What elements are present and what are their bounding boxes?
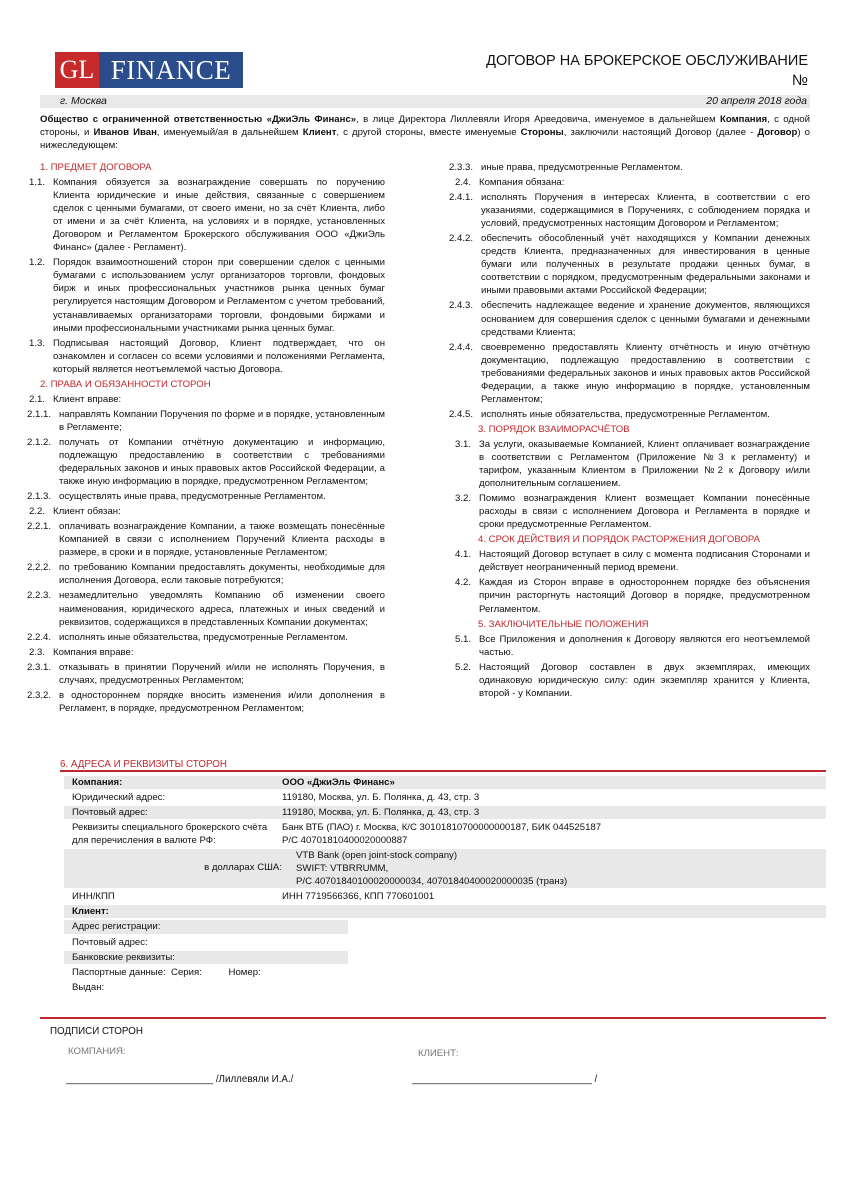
logo-monogram: GL bbox=[55, 52, 99, 88]
clause-number: 4.2. bbox=[454, 577, 471, 589]
clause-number: 3.1. bbox=[454, 438, 471, 450]
requisites-key: Почтовый адрес: bbox=[72, 807, 148, 819]
clause-text: Все Приложения и дополнения к Договору являются его неотъемлемой частью. bbox=[479, 633, 810, 658]
preamble-text: , именуемый/ая в дальнейшем bbox=[156, 127, 303, 139]
signature-company-line: ___________________________ /Лиллевяли И.А./ bbox=[66, 1074, 294, 1085]
clause-item bbox=[18, 436, 385, 488]
requisites-key: Адрес регистрации: bbox=[72, 921, 161, 933]
clause-text: исполнять иные обязательства, предусмотренные Регламентом. bbox=[481, 408, 770, 420]
clause-text: своевременно предоставлять Клиенту отчётность и иную отчётную документацию, подлежащую предоставлению в соответствии с требованиями федеральных законов и иных правовых актов Российской Федерации, а также иную информацию в порядке, установленным Регламентом; bbox=[481, 341, 810, 405]
clause-item bbox=[18, 505, 385, 518]
passport-series-label: Серия: bbox=[171, 966, 202, 978]
requisites-row bbox=[64, 905, 826, 918]
requisites-value: ООО «ДжиЭль Финанс» bbox=[282, 777, 395, 788]
signature-company-label: КОМПАНИЯ: bbox=[68, 1046, 126, 1057]
clause-number: 2.4.2. bbox=[448, 233, 473, 245]
requisites-row bbox=[64, 890, 826, 903]
clause-number: 2.4.5. bbox=[448, 408, 473, 420]
title-number: № bbox=[791, 71, 808, 89]
clause-text: Клиент обязан: bbox=[53, 506, 121, 518]
clause-number: 2.2.1. bbox=[26, 521, 51, 533]
clause-item bbox=[438, 438, 810, 490]
section-heading: 1. ПРЕДМЕТ ДОГОВОРА bbox=[40, 162, 152, 173]
requisites-key-line: в долларах США: bbox=[204, 862, 282, 874]
clause-item bbox=[438, 191, 810, 230]
clause-number: 2.3.2. bbox=[26, 689, 51, 701]
clause-number: 2.2.2. bbox=[26, 562, 51, 574]
requisites-row bbox=[64, 966, 826, 979]
clause-item bbox=[18, 589, 385, 628]
requisites-key bbox=[64, 821, 282, 847]
signatures-title: ПОДПИСИ СТОРОН bbox=[50, 1026, 143, 1037]
signature-client-line: _________________________________ / bbox=[412, 1074, 598, 1085]
preamble bbox=[40, 113, 810, 152]
clause-number: 1.1. bbox=[28, 177, 45, 189]
requisites-value-line: Банк ВТБ (ПАО) г. Москва, К/С 30101810700000000187, БИК 044525187 bbox=[282, 822, 602, 834]
clause-text: исполнять Поручения в интересах Клиента, в соответствии с его указаниями, содержащимися в Поручениях, с соблюдением порядка и условий, предусмотренных настоящим Договором и Регламентом; bbox=[481, 192, 810, 230]
clause-item bbox=[438, 232, 810, 297]
preamble-bold: Стороны bbox=[520, 127, 564, 139]
clause-item bbox=[438, 576, 810, 615]
clause-text: исполнять иные обязательства, предусмотренные Регламентом. bbox=[59, 631, 348, 643]
clause-number: 1.3. bbox=[28, 337, 45, 349]
clause-text: осуществлять иные права, предусмотренные Регламентом. bbox=[59, 491, 326, 503]
preamble-bold: Клиент bbox=[302, 127, 337, 139]
clause-number: 2.4. bbox=[454, 177, 471, 189]
clause-text: направлять Компании Поручения по форме и в порядке, установленным в Регламенте; bbox=[59, 408, 385, 433]
clause-text: оплачивать вознаграждение Компании, а также возмещать понесённые Компанией в связи с исполнением Поручений Клиента расходы в размере, в сроки и в порядке, установленные Регламентом; bbox=[59, 521, 385, 559]
clause-text: Клиент вправе: bbox=[53, 393, 122, 405]
clause-number: 2.3.3. bbox=[448, 162, 473, 173]
clause-item bbox=[438, 408, 810, 421]
clause-item bbox=[438, 161, 810, 174]
clause-number: 2.2. bbox=[28, 506, 45, 518]
left-column bbox=[18, 161, 385, 717]
clause-item bbox=[18, 490, 385, 503]
clause-number: 5.1. bbox=[454, 633, 471, 645]
clause-item bbox=[18, 661, 385, 687]
clause-text: иные права, предусмотренные Регламентом. bbox=[481, 162, 683, 173]
requisites-row bbox=[64, 981, 826, 994]
clause-text: За услуги, оказываемые Компанией, Клиент оплачивает вознаграждение в соответствии с Регламентом (Приложение №3 к регламенту) и тарифом, указанным Клиентом в Приложении №2 к Договору и/или дополнительным соглашением. bbox=[479, 438, 810, 490]
clause-text: отказывать в принятии Поручений и/или не исполнять Поручения, в случаях, предусмотренных Регламентом; bbox=[59, 661, 385, 686]
clause-text: обеспечить надлежащее ведение и хранение документов, являющихся основанием для совершения сделок с ценными бумагами и денежными средствами Клиента; bbox=[481, 300, 810, 338]
clause-number: 2.3.1. bbox=[26, 661, 51, 673]
clause-number: 3.2. bbox=[454, 493, 471, 505]
preamble-bold: Компания bbox=[719, 114, 768, 125]
right-column bbox=[438, 161, 810, 702]
clause-item bbox=[18, 176, 385, 254]
clause-text: Порядок взаимоотношений сторон при совершении сделок с ценными бумагами с использованием услуг организаторов торговли, фондовых бирж и иных профессиональных участников рынка ценных бумаг регулируется настоящим Договором и Регламентом с учетом требований, устанавливаемых организаторами торговли, фондовыми биржами и иными профессиональными участниками рынка ценных бумаг. bbox=[53, 257, 385, 334]
clause-item bbox=[18, 337, 385, 376]
requisites-key: ИНН/КПП bbox=[72, 891, 115, 903]
clause-item bbox=[18, 646, 385, 659]
passport-label: Паспортные данные: bbox=[72, 966, 166, 978]
clause-item bbox=[18, 520, 385, 559]
requisites-row bbox=[64, 920, 348, 933]
clause-number: 2.4.4. bbox=[448, 341, 473, 353]
clause-item bbox=[18, 256, 385, 334]
requisites-row bbox=[64, 951, 348, 964]
section-heading: 2. ПРАВА И ОБЯЗАННОСТИ СТОРОН bbox=[40, 378, 211, 390]
clause-text: в одностороннем порядке вносить изменения и/или дополнения в Регламент, в порядке, предусмотренном Регламентом; bbox=[59, 689, 385, 714]
clause-text: Каждая из Сторон вправе в одностороннем порядке без объяснения причин расторгнуть настоящий Договор в порядке, предусмотренном Регламентом. bbox=[479, 577, 810, 615]
logo-wordmark: FINANCE bbox=[110, 55, 232, 85]
requisites-key: Компания: bbox=[72, 777, 123, 788]
clause-item bbox=[438, 492, 810, 531]
clause-item bbox=[438, 548, 810, 574]
section-heading: 4. СРОК ДЕЙСТВИЯ И ПОРЯДОК РАСТОРЖЕНИЯ ДОГОВОРА bbox=[478, 534, 761, 546]
preamble-party-client: Иванов Иван bbox=[93, 127, 157, 139]
requisites-value bbox=[296, 849, 826, 888]
date: 20 апреля 2018 года bbox=[706, 95, 807, 107]
requisites-value-line: SWIFT: VTBRRUMM, bbox=[296, 863, 389, 875]
clause-text: обеспечить обособленный учёт находящихся у Компании денежных средств Клиента, предназначенных для инвестирования в ценные бумаги или полученных в результате продажи ценных бумаг, в соответствии с порядком, предусмотренным федеральными законами и иными правовыми актами Российской Федерации; bbox=[481, 233, 810, 297]
requisites-value bbox=[282, 821, 826, 847]
clause-number: 2.2.4. bbox=[26, 631, 51, 643]
clause-text: получать от Компании отчётную документацию и информацию, подлежащую предоставлению в соответствии с требованиями федеральных законов и иных правовых актов Российской Федерации, а также иную информацию в порядке, предусмотренном Регламентом; bbox=[59, 436, 385, 488]
requisites-value bbox=[282, 905, 826, 918]
requisites-key: Выдан: bbox=[72, 981, 105, 993]
section-6-heading: 6. АДРЕСА И РЕКВИЗИТЫ СТОРОН bbox=[60, 759, 227, 770]
company-logo bbox=[55, 52, 243, 88]
requisites-row bbox=[64, 821, 826, 847]
clause-number: 2.1.3. bbox=[26, 491, 51, 503]
clause-text: незамедлительно уведомлять Компанию об изменении своего наименования, юридического адреса, платежных и иных сведений и реквизитов, содержащихся в представленных Компании документах; bbox=[59, 590, 385, 628]
clause-text: Подписывая настоящий Договор, Клиент подтверждает, что он ознакомлен и согласен со всеми условиями и положениями Регламента, который является неотъемлемой частью Договора. bbox=[53, 337, 385, 375]
city: г. Москва bbox=[60, 95, 107, 107]
clause-text: Компания вправе: bbox=[53, 646, 134, 658]
clause-item bbox=[438, 299, 810, 338]
clause-number: 2.3. bbox=[28, 646, 45, 658]
clause-text: Компания обязуется за вознаграждение совершать по поручению Клиента юридические и иные действия, связанные с совершением сделок с ценными бумагами, от своего имени, но за счёт Клиента, либо от имени и за счёт Клиента, на условиях и в порядке, установленных Договором и Регламентом Брокерского обслуживания ООО «ДжиЭль Финанс» (далее - Регламент). bbox=[53, 177, 385, 254]
clause-item bbox=[18, 631, 385, 644]
clause-text: по требованию Компании предоставлять документы, необходимые для исполнения Договора, если таковые потребуются; bbox=[59, 562, 385, 587]
clause-item bbox=[18, 689, 385, 715]
requisites-row bbox=[64, 806, 826, 819]
clause-number: 2.2.3. bbox=[26, 590, 51, 602]
requisites-row bbox=[64, 791, 826, 804]
requisites-value: 119180, Москва, ул. Б. Полянка, д. 43, стр. 3 bbox=[282, 792, 480, 804]
passport-number-label: Номер: bbox=[228, 966, 261, 978]
preamble-text: ) о нижеследующем: bbox=[40, 127, 811, 152]
document-title bbox=[486, 52, 808, 90]
requisites-value: ИНН 7719566366, КПП 770601001 bbox=[282, 891, 435, 903]
clause-item bbox=[438, 661, 810, 700]
requisites-row bbox=[64, 936, 826, 949]
clause-item bbox=[438, 176, 810, 189]
clause-item bbox=[18, 561, 385, 587]
clause-number: 1.2. bbox=[28, 257, 45, 269]
preamble-text: , с одной стороны, и bbox=[40, 114, 811, 139]
section-6-divider bbox=[60, 770, 826, 772]
requisites-key bbox=[64, 849, 296, 888]
clause-number: 2.1.1. bbox=[26, 408, 51, 420]
requisites-value: 119180, Москва, ул. Б. Полянка, д. 43, стр. 3 bbox=[282, 807, 480, 819]
clause-item bbox=[18, 393, 385, 406]
signature-client-label: КЛИЕНТ: bbox=[418, 1048, 459, 1059]
city-date-bar bbox=[40, 95, 810, 108]
requisites-value-line: Р/С 40701810400020000887 bbox=[282, 835, 408, 847]
signatures-divider bbox=[40, 1017, 826, 1019]
clause-item bbox=[438, 633, 810, 659]
requisites-key-line: Реквизиты специального брокерского счёта bbox=[72, 822, 268, 834]
preamble-party-company: Общество с ограниченной ответственностью «ДжиЭль Финанс» bbox=[40, 114, 357, 125]
requisites-key: Почтовый адрес: bbox=[72, 936, 148, 948]
clause-text: Компания обязана: bbox=[479, 177, 565, 189]
clause-number: 2.1. bbox=[28, 393, 45, 405]
requisites-key-line: для перечисления в валюте РФ: bbox=[72, 835, 216, 847]
requisites-row bbox=[64, 776, 826, 789]
clause-number: 2.1.2. bbox=[26, 436, 51, 448]
preamble-text: , в лице Директора Лиллевяли Игоря Арведовича, именуемое в дальнейшем bbox=[356, 114, 720, 125]
section-heading: 3. ПОРЯДОК ВЗАИМОРАСЧЁТОВ bbox=[478, 423, 630, 435]
clause-number: 5.2. bbox=[454, 661, 471, 673]
clause-text: Помимо вознаграждения Клиент возмещает Компании понесённые расходы в связи с исполнением Договора и Регламента в порядке и сроки предусмотренные Регламентом. bbox=[479, 493, 810, 531]
requisites-key: Клиент: bbox=[72, 906, 109, 918]
section-heading: 5. ЗАКЛЮЧИТЕЛЬНЫЕ ПОЛОЖЕНИЯ bbox=[478, 618, 649, 630]
clause-text: Настоящий Договор вступает в силу с момента подписания Сторонами и действует неограниченный период времени. bbox=[479, 549, 810, 574]
requisites-value-line: VTB Bank (open joint-stock company) bbox=[296, 850, 458, 862]
clause-number: 2.4.1. bbox=[448, 192, 473, 204]
clause-item bbox=[438, 341, 810, 406]
requisites-row bbox=[64, 849, 826, 888]
requisites-key: Банковские реквизиты: bbox=[72, 951, 175, 963]
clause-number: 4.1. bbox=[454, 549, 471, 561]
preamble-text: , с другой стороны, вместе именуемые bbox=[336, 127, 521, 139]
requisites-key bbox=[64, 966, 282, 979]
preamble-text: , заключили настоящий Договор (далее - bbox=[563, 127, 758, 139]
title-text: ДОГОВОР НА БРОКЕРСКОЕ ОБСЛУЖИВАНИЕ bbox=[486, 53, 808, 69]
clause-item bbox=[18, 408, 385, 434]
clause-number: 2.4.3. bbox=[448, 300, 473, 312]
requisites-key: Юридический адрес: bbox=[72, 792, 166, 804]
preamble-bold: Договор bbox=[757, 127, 798, 139]
requisites-value-line: Р/С 40701840100020000034, 40701840400020000035 (транз) bbox=[296, 876, 568, 888]
clause-text: Настоящий Договор составлен в двух экземплярах, имеющих одинаковую юридическую силу: один экземпляр хранится у Клиента, второй - у Компании. bbox=[479, 661, 810, 699]
requisites-table bbox=[64, 776, 826, 996]
